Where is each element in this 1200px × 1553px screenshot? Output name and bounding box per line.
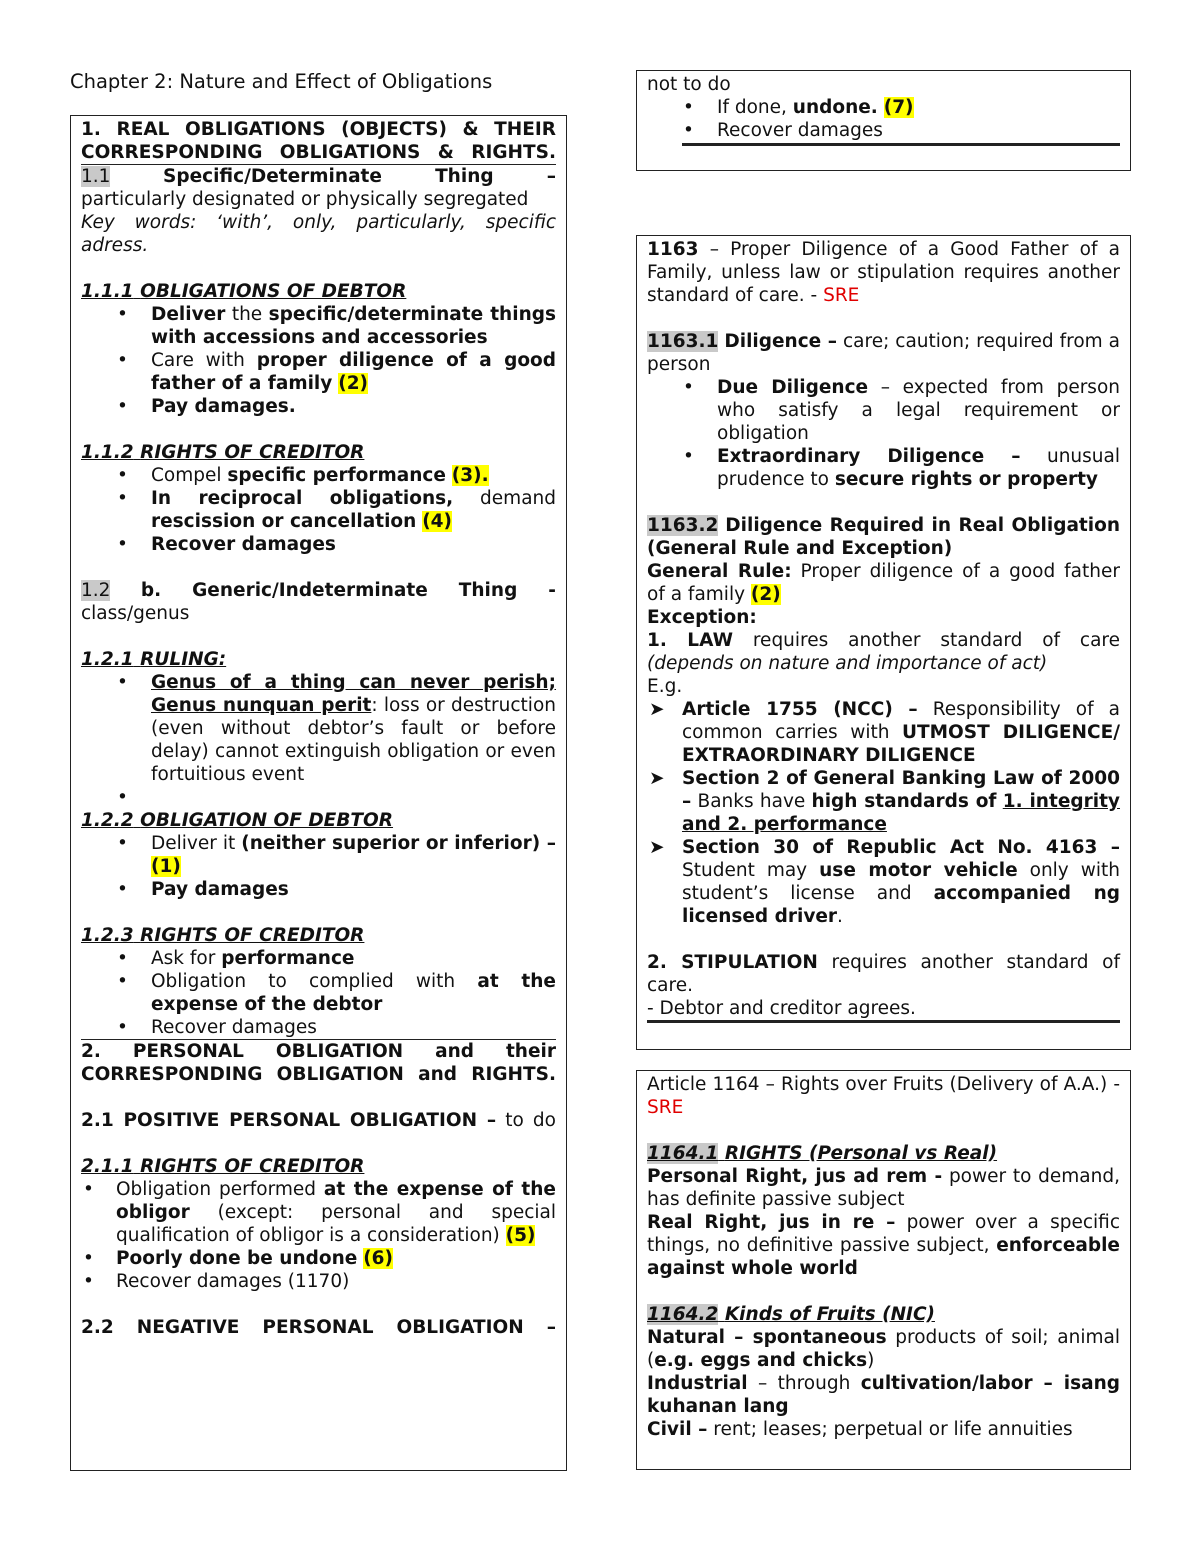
list-item: ➤ Section 2 of General Banking Law of 2000 – Banks have high standards of 1. integrity and 2. performance xyxy=(649,768,1120,835)
exception-stipulation: 2. STIPULATION requires another standard of care. xyxy=(647,952,1120,996)
section-1-1-description: particularly designated or physically segregated xyxy=(81,189,529,210)
creditor-rights-list xyxy=(81,464,556,556)
not-to-do-text: not to do xyxy=(647,74,731,95)
section-1164-1-heading: 1164.1 RIGHTS (Personal vs Real) xyxy=(647,1143,998,1164)
natural-fruits: Natural – spontaneous products of soil; animal (e.g. eggs and chicks) xyxy=(647,1327,1120,1371)
list-item: • Pay damages. xyxy=(117,396,296,417)
list-item: • If done, undone. (7) xyxy=(683,97,914,118)
exception-law: 1. LAW requires another standard of care (depends on nature and importance of act) xyxy=(647,630,1120,674)
list-item: • Pay damages xyxy=(117,879,289,900)
list-item: • Recover damages xyxy=(117,534,336,555)
industrial-fruits: Industrial – through cultivation/labor – isang kuhanan lang xyxy=(647,1373,1120,1417)
section-2-2-heading: 2.2 NEGATIVE PERSONAL OBLIGATION – xyxy=(81,1317,556,1338)
section-1164-2-heading: 1164.2 Kinds of Fruits (NIC) xyxy=(647,1304,935,1325)
section-1-1-keywords: Key words: ‘with’, only, particularly, specific adress. xyxy=(81,212,556,256)
list-item: • Due Diligence – expected from person who satisfy a legal requirement or obligation xyxy=(683,377,1120,444)
section-1-2-1-heading: 1.2.1 RULING: xyxy=(81,649,227,670)
list-item: • Obligation to complied with at the expense of the debtor xyxy=(117,971,556,1015)
list-item: • Compel specific performance (3). xyxy=(117,465,489,486)
article-1163-box xyxy=(636,235,1131,1050)
arrow-bullet-icon: ➤ xyxy=(649,837,665,858)
section-1163-2-heading: 1163.2 Diligence Required in Real Obligation (General Rule and Exception) xyxy=(647,515,1120,559)
section-1163-1: 1163.1 Diligence – care; caution; required from a person xyxy=(647,331,1121,375)
general-rule: General Rule: Proper diligence of a good father of a family (2) xyxy=(647,561,1120,605)
section-heading-personal-obligation: 2. PERSONAL OBLIGATION and their CORRESPONDING OBLIGATION and RIGHTS. xyxy=(81,1041,556,1085)
list-item: • Genus of a thing can never perish; Genus nunquan perit: loss or destruction (even without debtor’s fault or before delay) cannot extinguish obligation or even fortuitious event xyxy=(117,672,556,785)
negative-obligation-list xyxy=(647,96,1120,142)
civil-fruits: Civil – rent; leases; perpetual or life annuities xyxy=(647,1419,1073,1440)
list-item: ➤ Article 1755 (NCC) – Responsibility of a common carries with UTMOST DILIGENCE/ EXTRAORDINARY DILIGENCE xyxy=(649,699,1121,766)
generic-debtor-list xyxy=(81,832,556,901)
section-1-2-2-heading: 1.2.2 OBLIGATION OF DEBTOR xyxy=(81,810,394,831)
section-2-1-1-heading: 2.1.1 RIGHTS OF CREDITOR xyxy=(81,1156,365,1177)
section-1-2-heading: 1.2 b. Generic/Indeterminate Thing - xyxy=(81,580,556,601)
exception-label: Exception: xyxy=(647,607,757,628)
stipulation-note: - Debtor and creditor agrees. xyxy=(647,998,916,1019)
personal-right: Personal Right, jus ad rem - power to demand, has definite passive subject xyxy=(647,1166,1120,1210)
article-1163-text: 1163 – Proper Diligence of a Good Father of a Family, unless law or stipulation requires another standard of care. - SRE xyxy=(647,239,1120,306)
list-item: • Deliver it (neither superior or inferior) – (1) xyxy=(117,833,556,877)
article-1164-box xyxy=(636,1070,1131,1470)
real-obligations-box xyxy=(70,115,567,1471)
debtor-obligations-list xyxy=(81,303,556,418)
real-right: Real Right, jus in re – power over a specific things, no definitive passive subject, enforceable against whole world xyxy=(647,1212,1120,1279)
arrow-bullet-icon: ➤ xyxy=(649,699,665,720)
list-item: • Poorly done be undone (6) xyxy=(83,1248,393,1269)
section-1-2-3-heading: 1.2.3 RIGHTS OF CREDITOR xyxy=(81,925,365,946)
list-item: • Recover damages xyxy=(117,1017,317,1038)
list-item: ➤ Section 30 of Republic Act No. 4163 – Student may use motor vehicle only with student’s license and accompanied ng licensed driver. xyxy=(649,837,1121,927)
page-title: Chapter 2: Nature and Effect of Obligations xyxy=(70,70,493,93)
section-heading-real-obligations: 1. REAL OBLIGATIONS (OBJECTS) & THEIR CORRESPONDING OBLIGATIONS & RIGHTS. xyxy=(81,119,556,163)
ruling-list xyxy=(81,671,556,809)
article-1164-title: Article 1164 – Rights over Fruits (Delivery of A.A.) - SRE xyxy=(647,1074,1120,1118)
section-1-1-1-heading: 1.1.1 OBLIGATIONS OF DEBTOR xyxy=(81,281,407,302)
eg-label: E.g. xyxy=(647,676,683,697)
diligence-list xyxy=(647,376,1120,491)
list-item: • Extraordinary Diligence – unusual prudence to secure rights or property xyxy=(683,446,1120,490)
list-item: • Deliver the specific/determinate things with accessions and accessories xyxy=(117,304,556,348)
section-1-1-heading: 1.1 Specific/Determinate Thing – xyxy=(81,166,556,187)
list-item: • Recover damages xyxy=(683,120,883,141)
list-item: • In reciprocal obligations, demand rescission or cancellation (4) xyxy=(117,488,556,532)
divider xyxy=(682,143,1120,146)
section-1-2-description: class/genus xyxy=(81,603,190,624)
list-item: • Care with proper diligence of a good father of a family (2) xyxy=(117,350,557,394)
section-1-1-2-heading: 1.1.2 RIGHTS OF CREDITOR xyxy=(81,442,365,463)
list-item: • Obligation performed at the expense of the obligor (except: personal and special qualification of obligor is a consideration) (5) xyxy=(83,1179,556,1246)
section-2-1-heading: 2.1 POSITIVE PERSONAL OBLIGATION – to do xyxy=(81,1110,556,1131)
list-item: • Recover damages (1170) xyxy=(83,1271,350,1292)
generic-creditor-list xyxy=(81,947,556,1039)
list-item: • xyxy=(117,787,128,808)
list-item: • Ask for performance xyxy=(117,948,355,969)
arrow-bullet-icon: ➤ xyxy=(649,768,665,789)
divider xyxy=(647,1020,1120,1023)
law-examples-list xyxy=(647,698,1120,928)
negative-obligation-continued-box xyxy=(636,70,1131,171)
positive-creditor-list xyxy=(81,1178,556,1293)
